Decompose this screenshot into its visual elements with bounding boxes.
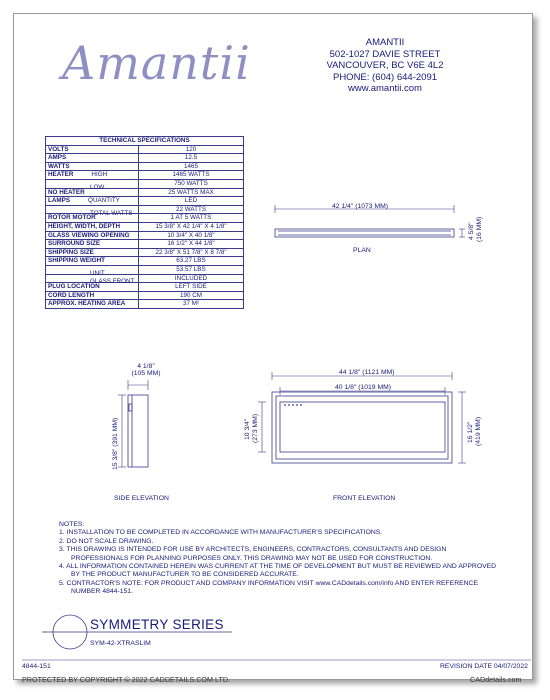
model-number: SYM-42-XTRASLIM (90, 640, 151, 647)
spec-label: WATTS (46, 162, 139, 171)
spec-label: HEIGHT, WIDTH, DEPTH (46, 222, 139, 231)
spec-sublabel: TOTAL WATTS (90, 209, 133, 217)
spec-label: SHIPPING WEIGHT (46, 257, 139, 266)
note-item: 2. DO NOT SCALE DRAWING. (59, 537, 154, 545)
front-glass-height-mm: (273 MM) (252, 413, 259, 443)
company-city: VANCOUVER, BC V6E 4L2 (326, 60, 444, 71)
spec-sublabel: LOW (90, 183, 105, 191)
spec-value: 16 1/2" X 44 1/8" (139, 240, 244, 249)
spec-value: 1465 WATTS (139, 171, 244, 180)
spec-value: LEFT SIDE (139, 283, 244, 292)
spec-label: GLASS VIEWING OPENING (46, 231, 139, 240)
side-height-dimension: 15 3/8" (391 MM) (112, 417, 119, 470)
spec-value: 120 (139, 145, 244, 154)
spec-value: INCLUDED (139, 274, 244, 283)
spec-value: 22 3/8" X 51 7/8" X 8 7/8" (139, 248, 244, 257)
spec-label: VOLTS (46, 145, 139, 154)
note-item: 1. INSTALLATION TO BE COMPLETED IN ACCORDANCE WITH MANUFACTURER'S SPECIFICATIONS. (59, 529, 383, 537)
plan-width-dimension: 42 1/4" (1073 MM) (332, 203, 389, 210)
front-surround-height-mm: (419 MM) (475, 416, 482, 446)
spec-label: SURROUND SIZE (46, 240, 139, 249)
spec-value: 12.5 (139, 154, 244, 163)
note-item: 5. CONTRACTOR'S NOTE: FOR PRODUCT AND COMPANY INFORMATION VISIT www.CADdetails.com/info AND ENTER REFERENCE NUMBER 4844-151. (59, 579, 478, 596)
spec-label: NO HEATER (46, 188, 139, 197)
spec-value: 750 WATTS (139, 179, 244, 188)
note-item: 3. THIS DRAWING IS INTENDED FOR USE BY ARCHITECTS, ENGINEERS, CONTRACTORS, CONSULTANTS AND DESIGN PROFESSIONALS FOR PLANNING PURPOSES ONLY. THIS DRAWING MAY NOT BE USED FOR CONSTRUCTION. (59, 546, 447, 562)
spec-value: 190 CM (139, 291, 244, 300)
spec-value: 10 3/4" X 40 1/8" (139, 231, 244, 240)
plan-caption: PLAN (353, 247, 371, 254)
side-depth-dimension (128, 363, 164, 377)
control-panel-dots (284, 404, 302, 406)
spec-label: SHIPPING SIZE (46, 248, 139, 257)
company-street: 502-1027 DAVIE STREET (329, 48, 441, 60)
revision-date: REVISION DATE 04/07/2022 (440, 663, 528, 670)
spec-label: AMPS (46, 154, 139, 163)
side-depth-in: 4 1/8" (137, 363, 155, 370)
series-title: SYMMETRY SERIES (90, 617, 224, 632)
spec-value: 25 WATTS MAX (139, 188, 244, 197)
spec-label: LAMPS QUANTITY (46, 197, 139, 206)
plan-depth-dimension (468, 222, 475, 240)
spec-sublabel: QUANTITY (88, 197, 120, 205)
company-phone: PHONE: (604) 644-2091 (332, 71, 438, 83)
company-name: AMANTII (365, 37, 405, 48)
front-glass-height-in: 10 3/4" (244, 418, 251, 440)
company-website[interactable]: www.amantii.com (348, 83, 422, 94)
spec-value: LED (139, 197, 244, 206)
reference-number: 4844-151 (22, 663, 51, 670)
plan-depth-mm: (16 MM) (476, 216, 483, 242)
front-elevation-caption: FRONT ELEVATION (333, 495, 396, 502)
spec-sublabel: HIGH (91, 171, 108, 179)
spec-sublabel: UNIT (90, 269, 105, 277)
spec-table-header: TECHNICAL SPECIFICATIONS (46, 137, 244, 146)
amantii-logo: Amantii (62, 36, 251, 90)
spec-label: CORD LENGTH (46, 291, 139, 300)
spec-label: ROTOR MOTOR (46, 214, 139, 223)
spec-value: 63.27 LBS (139, 257, 244, 266)
spec-value: 15 3/8" X 42 1/4" X 4 1/8" (139, 222, 244, 231)
spec-value: 1465 (139, 162, 244, 171)
side-elevation-drawing (118, 380, 148, 467)
spec-value: 37 M² (139, 300, 244, 309)
spec-value: 53.57 LBS (139, 265, 244, 274)
spec-label: HEATER HIGH (46, 171, 139, 180)
spec-value: 22 WATTS (139, 205, 244, 214)
side-depth-mm: (105 MM) (131, 370, 161, 377)
copyright-notice: PROTECTED BY COPYRIGHT © 2022 CADDETAILS.COM LTD. (22, 675, 231, 684)
caddetails-brand[interactable]: CADdetails.com (470, 675, 522, 684)
plan-depth-in: 4 5/8" (468, 222, 475, 240)
spec-sublabel: GLASS FRONT (90, 278, 135, 286)
note-item: 4. ALL INFORMATION CONTAINED HEREIN WAS CURRENT AT THE TIME OF DEVELOPMENT BUT MUST BE REVIEWED AND APPROVED BY THE PRODUCT MANUFACTURER TO BE CONSIDERED ACCURATE. (59, 563, 497, 579)
spec-label: APPROX. HEATING AREA (46, 300, 139, 309)
front-surround-height-in: 16 1/2" (467, 421, 474, 443)
notes-title: NOTES: (59, 521, 85, 528)
front-surround-width: 44 1/8" (1121 MM) (339, 369, 395, 376)
spec-value: 1 AT 5 WATTS (139, 214, 244, 223)
spec-label: PLUG LOCATION (46, 283, 139, 292)
notes-section (59, 521, 499, 597)
side-elevation-caption: SIDE ELEVATION (114, 495, 169, 502)
front-glass-width: 40 1/8" (1019 MM) (335, 384, 392, 391)
